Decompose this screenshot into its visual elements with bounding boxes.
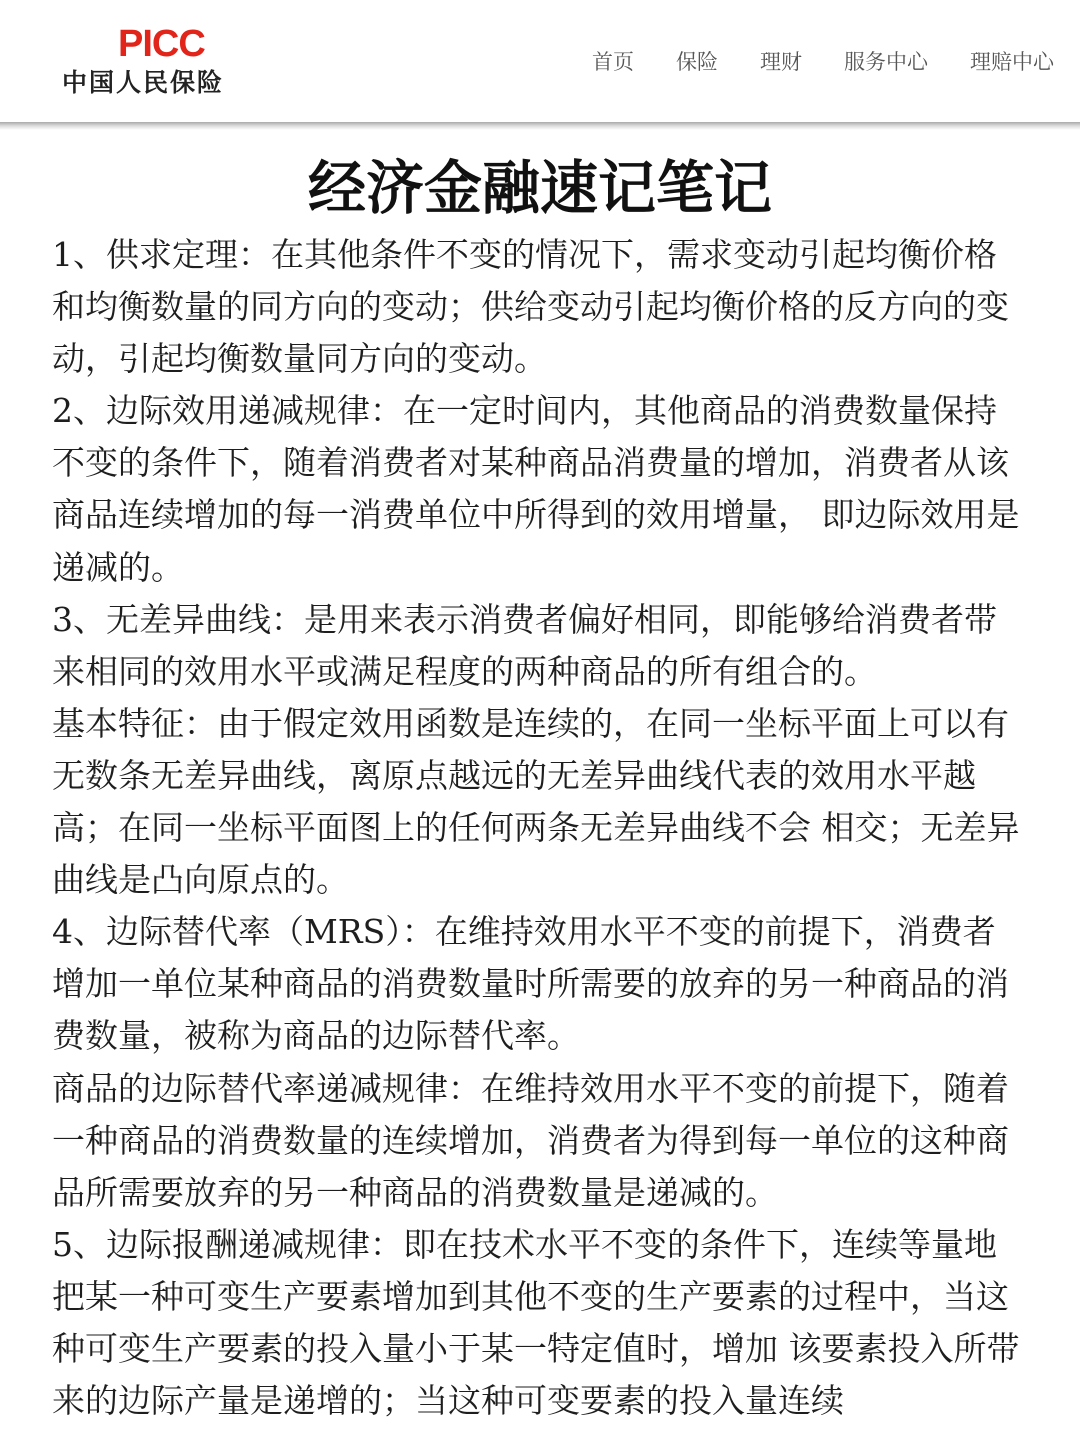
- logo-company-name: 中国人民保险: [62, 68, 225, 97]
- picc-logo[interactable]: [62, 24, 262, 104]
- paragraph-diminishing-returns: 5、边际报酬递减规律：即在技术水平不变的条件下，连续等量地把某一种可变生产要素增加到其他不变的生产要素的过程中，当这种可变生产要素的投入量小于某一特定值时，增加 该要素投入所带来的边际产量是递增的；当这种可变要素的投入量连续: [52, 1224, 1020, 1421]
- paragraph-diminishing-mrs: 商品的边际替代率递减规律：在维持效用水平不变的前提下，随着一种商品的消费数量的连续增加，消费者为得到每一单位的这种商品所需要放弃的另一种商品的消费数量是递减的。: [52, 1068, 1009, 1212]
- paragraph-mrs: 4、边际替代率（MRS）：在维持效用水平不变的前提下，消费者增加一单位某种商品的消费数量时所需要的放弃的另一种商品的消费数量，被称为商品的边际替代率。: [52, 912, 1009, 1056]
- paragraph-indifference-curve: 3、无差异曲线：是用来表示消费者偏好相同，即能够给消费者带来相同的效用水平或满足程度的两种商品的所有组合的。: [52, 599, 997, 691]
- nav-item-finance[interactable]: 理财: [760, 50, 802, 74]
- article-title: 经济金融速记笔记: [307, 154, 772, 222]
- nav-item-claims-center[interactable]: 理赔中心: [970, 50, 1054, 74]
- logo-mark: PICC: [118, 23, 205, 65]
- site-header: [0, 0, 1080, 124]
- paragraph-basic-features: 基本特征：由于假定效用函数是连续的，在同一坐标平面上可以有无数条无差异曲线，离原点越远的无差异曲线代表的效用水平越高；在同一坐标平面图上的任何两条无差异曲线不会 相交；无差异曲线是凸向原点的。: [52, 703, 1020, 900]
- header-divider: [0, 122, 1080, 130]
- nav-item-insurance[interactable]: 保险: [676, 50, 718, 74]
- nav-item-home[interactable]: 首页: [592, 50, 634, 74]
- paragraph-supply-demand: 1、供求定理：在其他条件不变的情况下，需求变动引起均衡价格和均衡数量的同方向的变动；供给变动引起均衡价格的反方向的变动，引起均衡数量同方向的变动。: [52, 235, 1009, 379]
- article-body: [52, 229, 1028, 1427]
- paragraph-marginal-utility: 2、边际效用递减规律：在一定时间内，其他商品的消费数量保持不变的条件下，随着消费者对某种商品消费量的增加，消费者从该商品连续增加的每一消费单位中所得到的效用增量， 即边际效用是递减的。: [52, 391, 1020, 587]
- top-navigation: [592, 46, 1054, 78]
- nav-item-service-center[interactable]: 服务中心: [844, 50, 928, 74]
